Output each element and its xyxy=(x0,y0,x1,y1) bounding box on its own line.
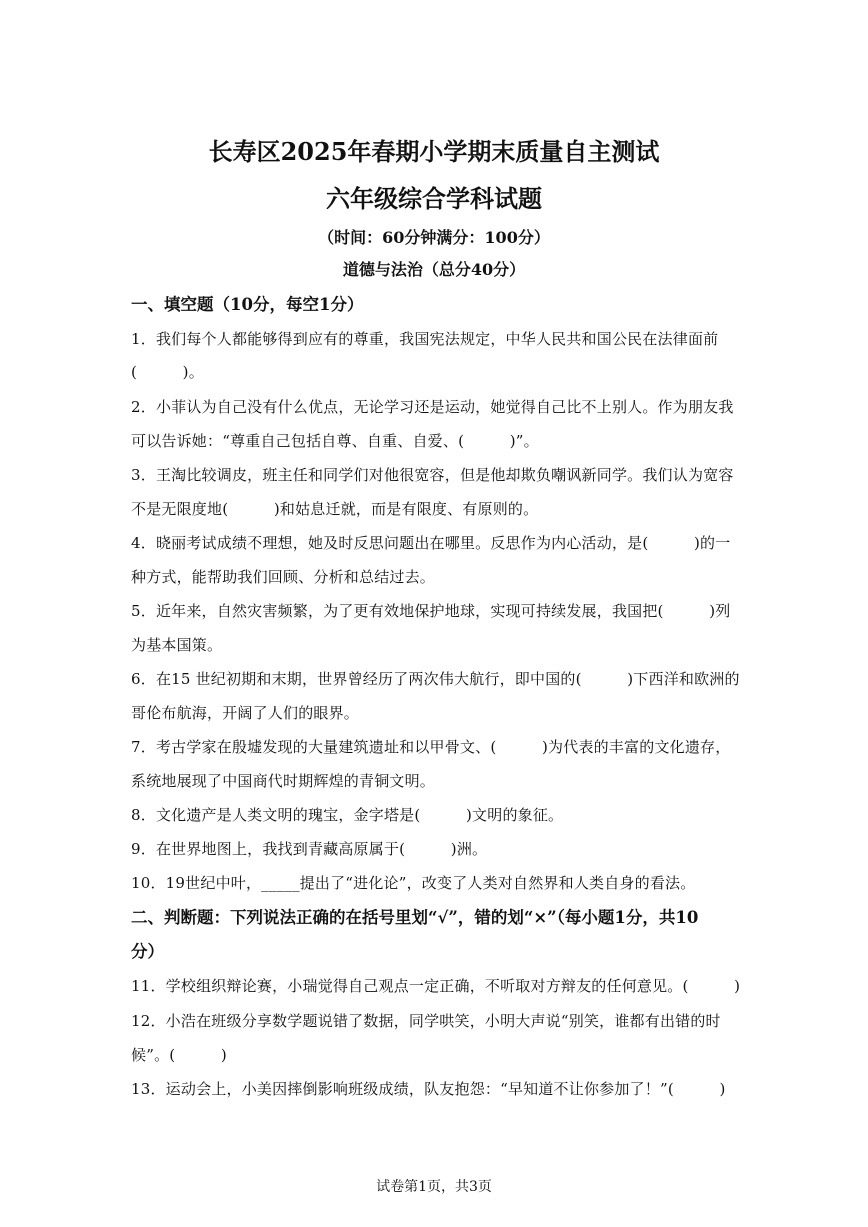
question-line: 候”。( ) xyxy=(131,1046,227,1064)
question-line: 12．小浩在班级分享数学题说错了数据，同学哄笑，小明大声说“别笑，谁都有出错的时 xyxy=(131,1012,721,1030)
question-line: 种方式，能帮助我们回顾、分析和总结过去。 xyxy=(131,568,436,586)
question-line: 3．王淘比较调皮，班主任和同学们对他很宽容，但是他却欺负嘲讽新同学。我们认为宽容 xyxy=(131,466,734,484)
question-line: 6．在15 世纪初期和末期，世界曾经历了两次伟大航行，即中国的( )下西洋和欧洲的 xyxy=(131,670,740,688)
question-line: 5．近年来，自然灾害频繁，为了更有效地保护地球，实现可持续发展，我国把( )列 xyxy=(131,602,731,620)
question-line: 不是无限度地( )和姑息迁就，而是有限度、有原则的。 xyxy=(131,500,539,518)
question-line: 8．文化遗产是人类文明的瑰宝，金字塔是( )文明的象征。 xyxy=(131,806,564,824)
exam-title: 长寿区2025年春期小学期末质量自主测试 xyxy=(208,137,660,166)
section-heading-judge-cont: 分） xyxy=(131,942,164,961)
question-line: 1．我们每个人都能够得到应有的尊重，我国宪法规定，中华人民共和国公民在法律面前 xyxy=(131,330,719,348)
question-line: 10．19世纪中叶，_____提出了“进化论”，改变了人类对自然界和人类自身的看法。 xyxy=(131,874,696,892)
question-line: 系统地展现了中国商代时期辉煌的青铜文明。 xyxy=(131,772,436,790)
question-line: ( )。 xyxy=(131,363,204,381)
section-heading-fill-blank: 一、填空题（10分，每空1分） xyxy=(131,295,364,314)
page-footer: 试卷第1页，共3页 xyxy=(376,1179,492,1195)
question-line: 9．在世界地图上，我找到青藏高原属于( )洲。 xyxy=(131,840,488,858)
question-line: 13．运动会上，小美因摔倒影响班级成绩，队友抱怨：“早知道不让你参加了！”( ) xyxy=(131,1080,726,1098)
question-line: 为基本国策。 xyxy=(131,636,223,654)
question-line: 11．学校组织辩论赛，小瑞觉得自己观点一定正确，不听取对方辩友的任何意见。( ) xyxy=(131,977,741,995)
time-info: （时间：60分钟满分：100分） xyxy=(318,228,550,247)
exam-subtitle: 六年级综合学科试题 xyxy=(326,184,542,213)
question-line: 2．小菲认为自己没有什么优点，无论学习还是运动，她觉得自己比不上别人。作为朋友我 xyxy=(131,398,734,416)
question-line: 7．考古学家在殷墟发现的大量建筑遗址和以甲骨文、( )为代表的丰富的文化遗存， xyxy=(131,738,731,756)
section-heading-judge: 二、判断题：下列说法正确的在括号里划“√”，错的划“×”（每小题1分，共10 xyxy=(131,908,699,927)
question-line: 可以告诉她：“尊重自己包括自尊、自重、自爱、( )”。 xyxy=(131,432,539,450)
question-line: 哥伦布航海，开阔了人们的眼界。 xyxy=(131,704,360,722)
question-line: 4．晓丽考试成绩不理想，她及时反思问题出在哪里。反思作为内心活动，是( )的一 xyxy=(131,534,731,552)
subject-heading: 道德与法治（总分40分） xyxy=(342,260,526,279)
